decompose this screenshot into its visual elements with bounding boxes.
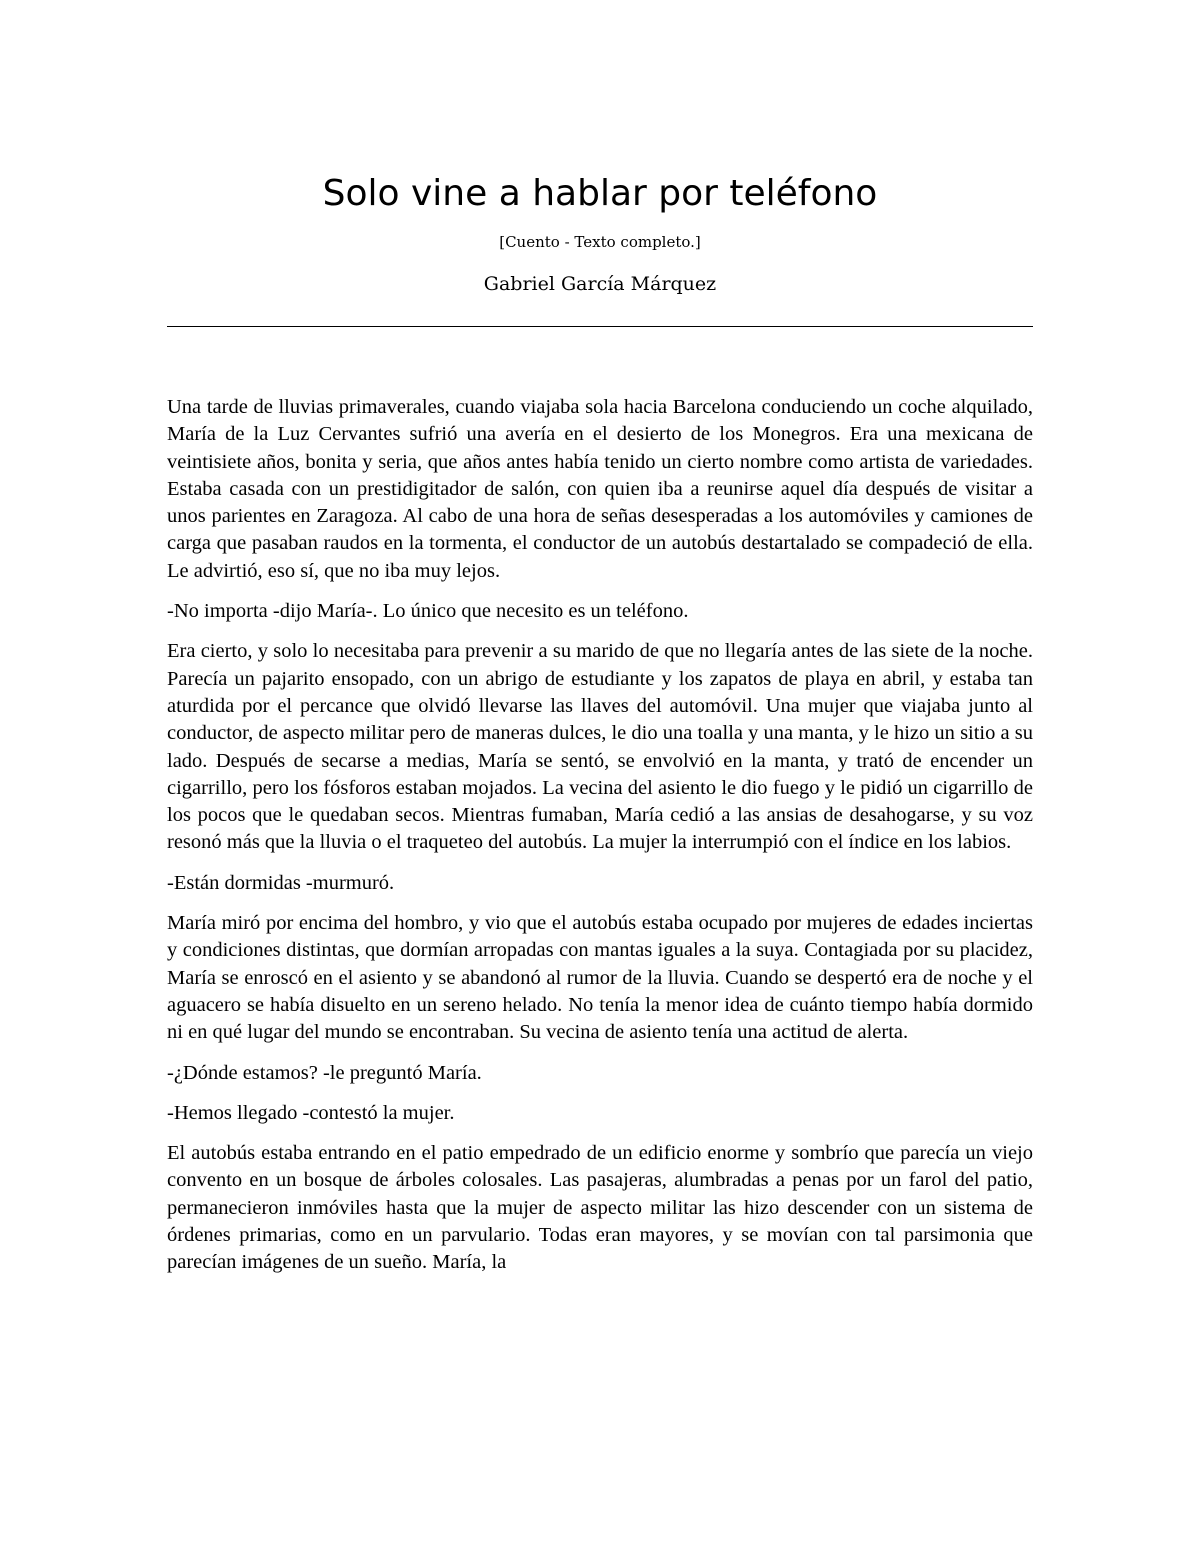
paragraph: Una tarde de lluvias primaverales, cuando viajaba sola hacia Barcelona conduciendo un coche alquilado, María de la Luz Cervantes sufrió una avería en el desierto de los Monegros. Era una mexicana de veintisiete años, bonita y seria, que años antes había tenido un cierto nombre como artista de variedades. Estaba casada con un prestidigitador de salón, con quien iba a reunirse aquel día después de visitar a unos parientes en Zaragoza. Al cabo de una hora de señas desesperadas a los automóviles y camiones de carga que pasaban raudos en la tormenta, el conductor de un autobús destartalado se compadeció de ella. Le advirtió, eso sí, que no iba muy lejos.	[167, 396, 1033, 582]
story-body	[167, 394, 1033, 1290]
paragraph: -¿Dónde estamos? -le preguntó María.	[167, 1061, 482, 1084]
horizontal-divider	[167, 326, 1033, 327]
document-author: Gabriel García Márquez	[483, 273, 717, 295]
paragraph: El autobús estaba entrando en el patio empedrado de un edificio enorme y sombrío que parecía un viejo convento en un bosque de árboles colosales. Las pasajeras, alumbradas a penas por un farol del patio, permanecieron inmóviles hasta que la mujer de aspecto militar las hizo descender con un sistema de órdenes primarias, como en un parvulario. Todas eran mayores, y se movían con tal parsimonia que parecían imágenes de un sueño. María, la	[167, 1142, 1033, 1274]
document-subtitle: [Cuento - Texto completo.]	[499, 233, 701, 251]
paragraph: -No importa -dijo María-. Lo único que necesito es un teléfono.	[167, 600, 689, 623]
paragraph: María miró por encima del hombro, y vio que el autobús estaba ocupado por mujeres de edades inciertas y condiciones distintas, que dormían arropadas con mantas iguales a la suya. Contagiada por su placidez, María se enroscó en el asiento y se abandonó al rumor de la lluvia. Cuando se despertó era de noche y el aguacero se había disuelto en un sereno helado. No tenía la menor idea de cuánto tiempo había dormido ni en qué lugar del mundo se encontraban. Su vecina de asiento tenía una actitud de alerta.	[167, 912, 1033, 1044]
paragraph: -Están dormidas -murmuró.	[167, 871, 395, 894]
document-title: Solo vine a hablar por teléfono	[322, 173, 878, 214]
paragraph: -Hemos llegado -contestó la mujer.	[167, 1101, 455, 1124]
paragraph: Era cierto, y solo lo necesitaba para prevenir a su marido de que no llegaría antes de las siete de la noche. Parecía un pajarito ensopado, con un abrigo de estudiante y los zapatos de playa en abril, y estaba tan aturdida por el percance que olvidó llevarse las llaves del automóvil. Una mujer que viajaba junto al conductor, de aspecto militar pero de maneras dulces, le dio una toalla y una manta, y le hizo un sitio a su lado. Después de secarse a medias, María se sentó, se envolvió en la manta, y trató de encender un cigarrillo, pero los fósforos estaban mojados. La vecina del asiento le dio fuego y le pidió un cigarrillo de los pocos que le quedaban secos. Mientras fumaban, María cedió a las ansias de desahogarse, y su voz resonó más que la lluvia o el traqueteo del autobús. La mujer la interrumpió con el índice en los labios.	[167, 640, 1033, 854]
